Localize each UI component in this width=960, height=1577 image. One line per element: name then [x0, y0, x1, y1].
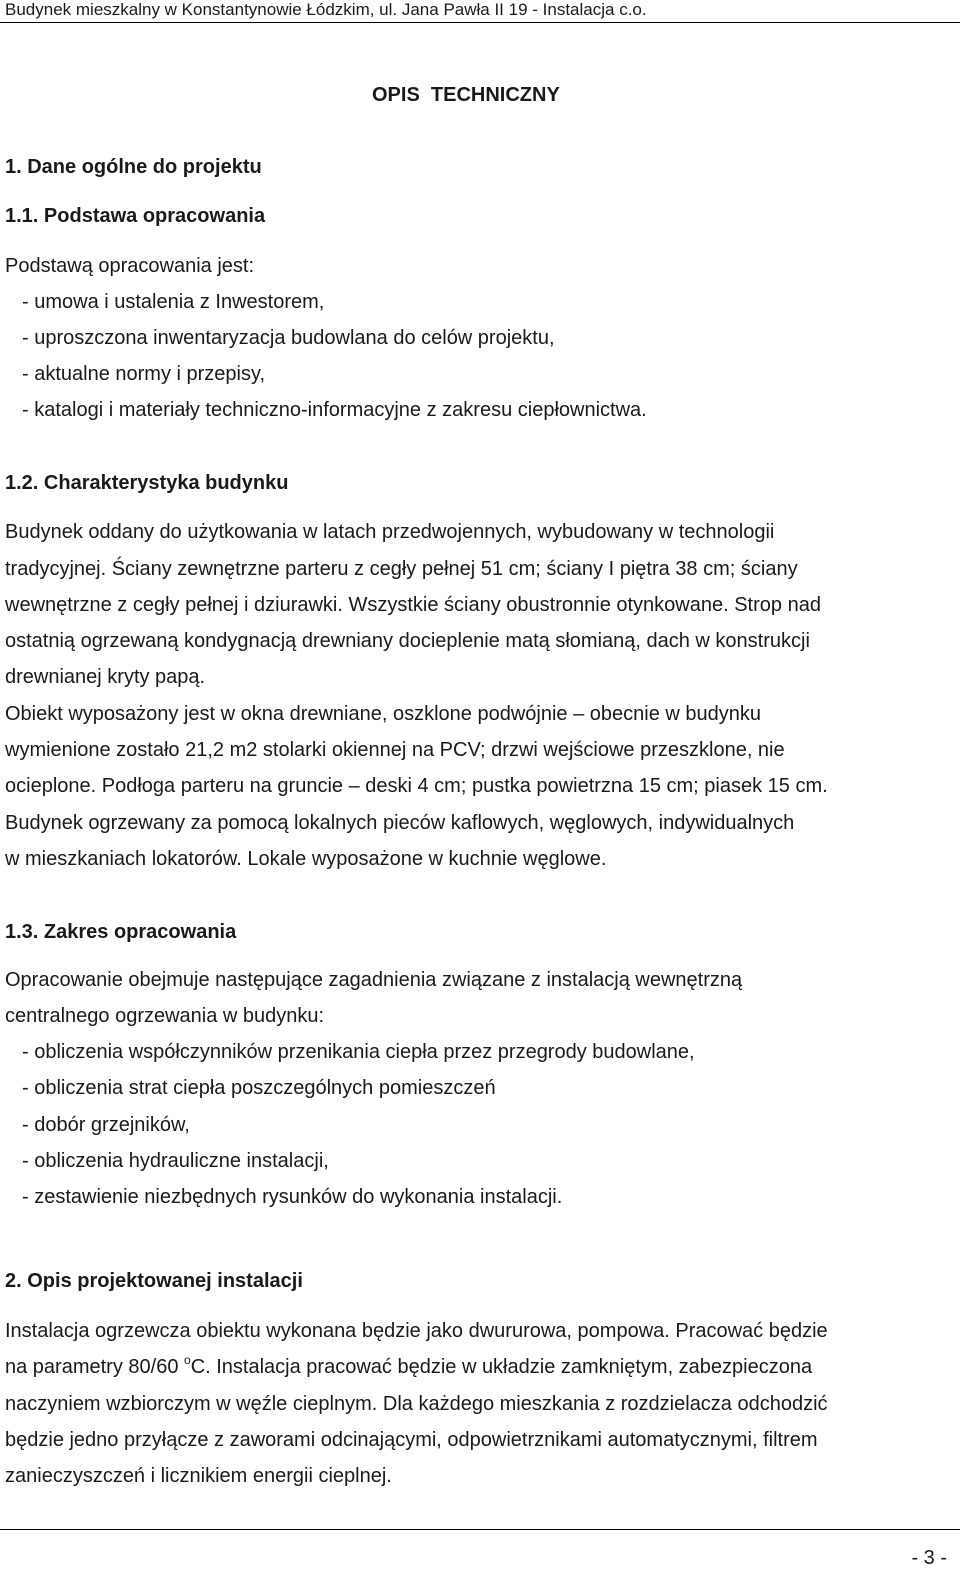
paragraph-line: będzie jedno przyłącze z zaworami odcinającymi, odpowietrznikami automatycznymi, filtrem	[5, 1429, 818, 1451]
paragraph-line: centralnego ogrzewania w budynku:	[5, 1005, 325, 1027]
paragraph-line: wymienione zostało 21,2 m2 stolarki okiennej na PCV; drzwi wejściowe przeszklone, nie	[5, 739, 785, 761]
document-title: OPIS TECHNICZNY	[372, 84, 560, 106]
page-number: - 3 -	[911, 1547, 947, 1569]
paragraph-line: Budynek oddany do użytkowania w latach przedwojennych, wybudowany w technologii	[5, 521, 775, 543]
paragraph-line: Budynek ogrzewany za pomocą lokalnych pieców kaflowych, węglowych, indywidualnych	[5, 812, 795, 834]
list-item: - dobór grzejników,	[22, 1114, 190, 1136]
paragraph-line: wewnętrzne z cegły pełnej i dziurawki. Wszystkie ściany obustronnie otynkowane. Strop nad	[5, 594, 821, 616]
footer-divider	[0, 1529, 960, 1530]
list-item: - umowa i ustalenia z Inwestorem,	[22, 291, 325, 313]
degree-superscript: o	[184, 1353, 191, 1368]
list-item: - zestawienie niezbędnych rysunków do wykonania instalacji.	[22, 1186, 563, 1208]
paragraph-line: w mieszkaniach lokatorów. Lokale wyposażone w kuchnie węglowe.	[5, 848, 607, 870]
paragraph-line: Obiekt wyposażony jest w okna drewniane, oszklone podwójnie – obecnie w budynku	[5, 703, 762, 725]
paragraph-line: ostatnią ogrzewaną kondygnacją drewniany docieplenie matą słomianą, dach w konstrukcji	[5, 630, 810, 652]
section-1-heading: 1. Dane ogólne do projektu	[5, 156, 262, 178]
paragraph-line: drewnianej kryty papą.	[5, 666, 206, 688]
list-item: - obliczenia współczynników przenikania ciepła przez przegrody budowlane,	[22, 1041, 695, 1063]
paragraph-line: tradycyjnej. Ściany zewnętrzne parteru z cegły pełnej 51 cm; ściany I piętra 38 cm; ściany	[5, 558, 798, 580]
list-item: - obliczenia strat ciepła poszczególnych pomieszczeń	[22, 1077, 496, 1099]
list-item: - katalogi i materiały techniczno-informacyjne z zakresu ciepłownictwa.	[22, 399, 647, 421]
section-1-3-heading: 1.3. Zakres opracowania	[5, 921, 237, 943]
paragraph-line	[5, 1355, 812, 1379]
list-item: - aktualne normy i przepisy,	[22, 363, 266, 385]
section-2-heading: 2. Opis projektowanej instalacji	[5, 1270, 303, 1292]
paragraph-line: Opracowanie obejmuje następujące zagadnienia związane z instalacją wewnętrzną	[5, 969, 743, 991]
section-1-1-intro: Podstawą opracowania jest:	[5, 255, 255, 277]
section-1-1-heading: 1.1. Podstawa opracowania	[5, 205, 266, 227]
list-item: - obliczenia hydrauliczne instalacji,	[22, 1150, 329, 1172]
section-1-2-heading: 1.2. Charakterystyka budynku	[5, 472, 289, 494]
paragraph-line: ocieplone. Podłoga parteru na gruncie – deski 4 cm; pustka powietrzna 15 cm; piasek 15 cm.	[5, 775, 828, 797]
page-header	[0, 0, 960, 23]
parameters-text: na parametry 80/60	[5, 1356, 184, 1378]
header-text: Budynek mieszkalny w Konstantynowie Łódzkim, ul. Jana Pawła II 19 - Instalacja c.o.	[5, 0, 647, 19]
paragraph-line: naczyniem wzbiorczym w węźle cieplnym. Dla każdego mieszkania z rozdzielacza odchodzić	[5, 1393, 828, 1415]
paragraph-line: zanieczyszczeń i licznikiem energii cieplnej.	[5, 1465, 392, 1487]
paragraph-line: Instalacja ogrzewcza obiektu wykonana będzie jako dwururowa, pompowa. Pracować będzie	[5, 1320, 828, 1342]
paragraph-text: C. Instalacja pracować będzie w układzie zamkniętym, zabezpieczona	[190, 1356, 813, 1378]
list-item: - uproszczona inwentaryzacja budowlana do celów projektu,	[22, 327, 555, 349]
